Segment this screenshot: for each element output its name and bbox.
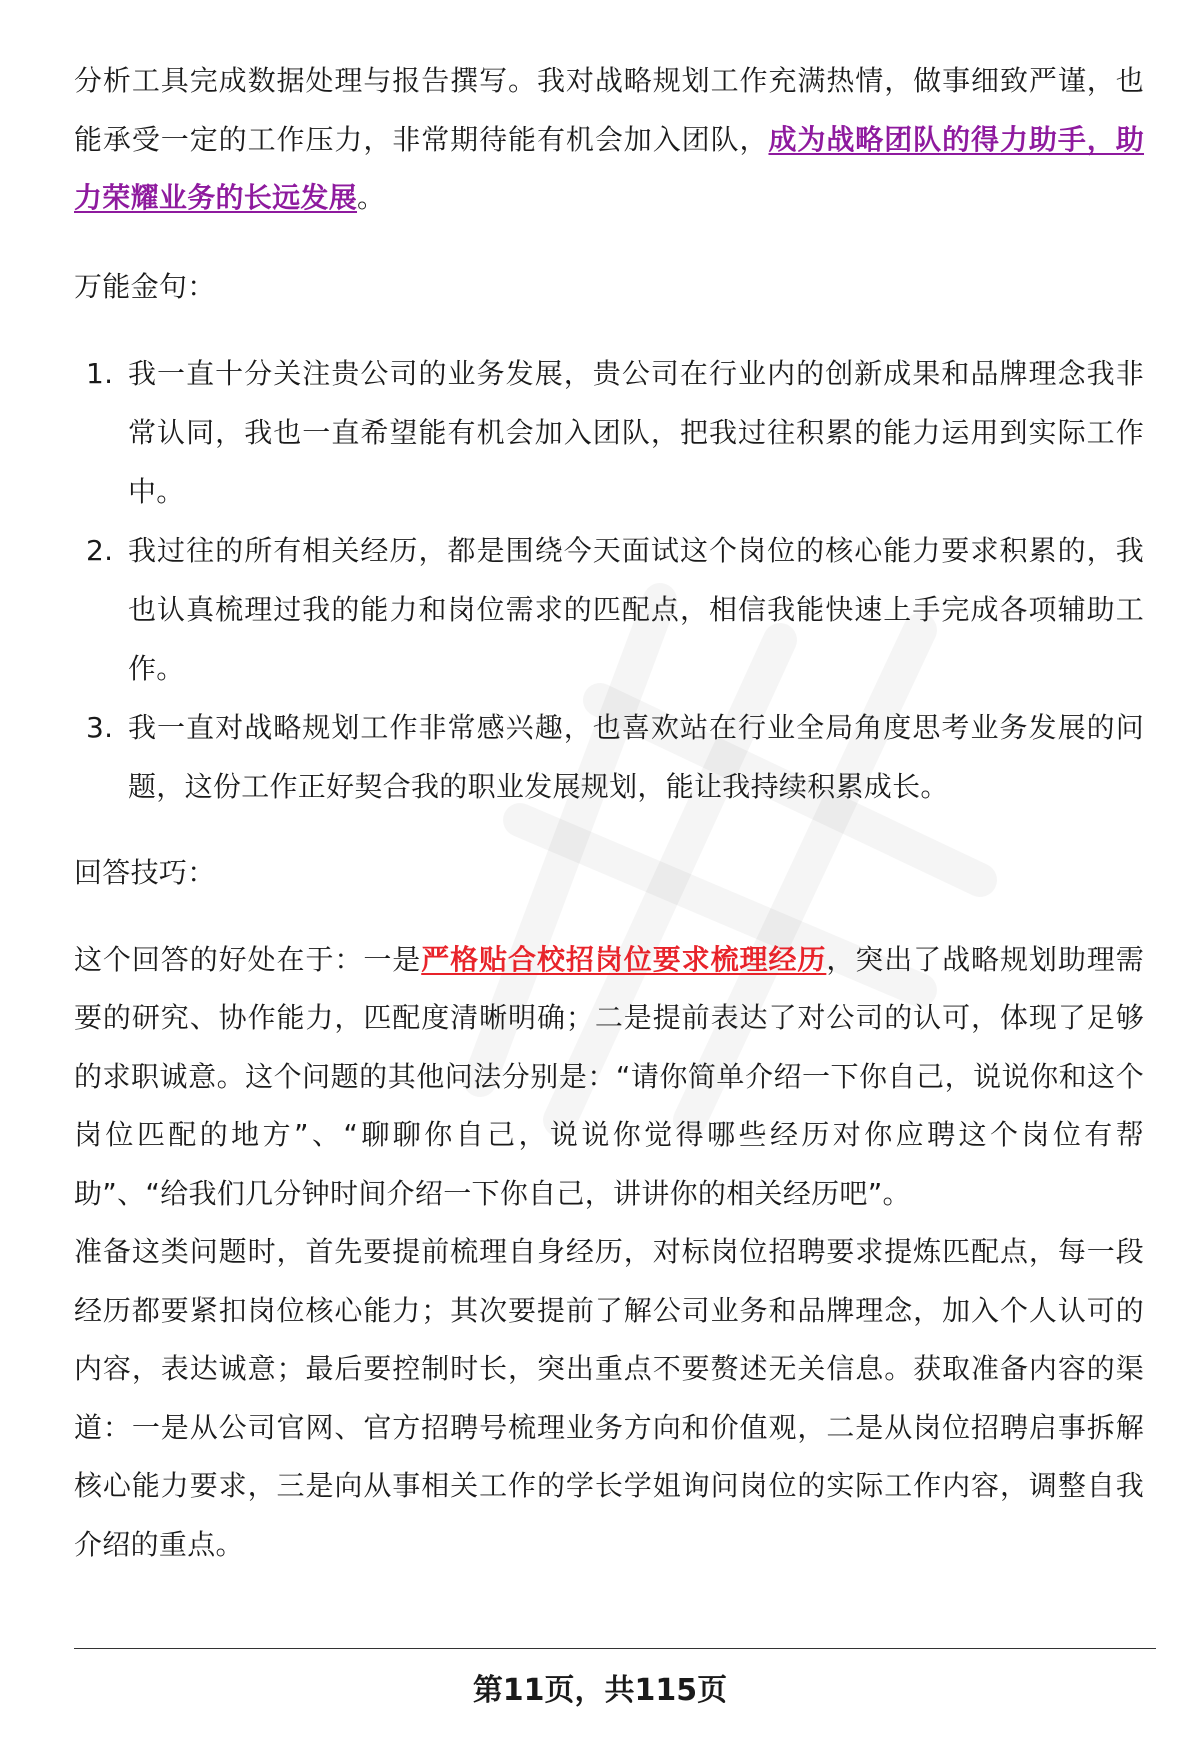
list-item-number: 2. xyxy=(86,534,114,567)
tips-text-after: ，突出了战略规划助理需要的研究、协作能力，匹配度清晰明确；二是提前表达了对公司的认可，体现了足够的求职诚意。这个问题的其他问法分别是：“请你简单介绍一下你自己，说说你和这个岗位匹配的地方”、“聊聊你自己，说说你觉得哪些经历对你应聘这个岗位有帮助”、“给我们几分钟时间介绍一下你自己，讲讲你的相关经历吧”。 xyxy=(74,942,1144,1210)
list-item-number: 1. xyxy=(86,357,114,390)
document-body xyxy=(74,52,1144,1574)
intro-highlight: 成为战略团队的得力助手，助力荣耀业务的长远发展 xyxy=(74,122,1145,214)
tips-text-before: 这个回答的好处在于：一是 xyxy=(74,942,422,976)
list-item-text: 我过往的所有相关经历，都是围绕今天面试这个岗位的核心能力要求积累的，我也认真梳理过我的能力和岗位需求的匹配点，相信我能快速上手完成各项辅助工作。 xyxy=(128,534,1144,685)
intro-text-after: 。 xyxy=(357,181,386,214)
tips-heading: 回答技巧： xyxy=(74,856,216,889)
list-item-text: 我一直十分关注贵公司的业务发展，贵公司在行业内的创新成果和品牌理念我非常认同，我也一直希望能有机会加入团队，把我过往积累的能力运用到实际工作中。 xyxy=(128,357,1144,508)
list-item-number: 3. xyxy=(86,711,114,744)
golden-sentences-list xyxy=(74,344,1144,816)
tips-highlight: 严格贴合校招岗位要求梳理经历 xyxy=(421,942,827,976)
footer-divider xyxy=(74,1648,1156,1649)
list-item xyxy=(74,521,1144,698)
list-item xyxy=(74,344,1144,521)
intro-text-before: 分析工具完成数据处理与报告撰写。我对战略规划工作充满热情，做事细致严谨，也能承受一定的工作压力，非常期待能有机会加入团队， xyxy=(74,64,1144,156)
golden-sentences-heading: 万能金句： xyxy=(74,269,216,303)
list-item xyxy=(74,698,1144,816)
page-number: 第11页，共115页 xyxy=(472,1673,728,1708)
tips-paragraph-2: 准备这类问题时，首先要提前梳理自身经历，对标岗位招聘要求提炼匹配点，每一段经历都要紧扣岗位核心能力；其次要提前了解公司业务和品牌理念，加入个人认可的内容，表达诚意；最后要控制时长，突出重点不要赘述无关信息。获取准备内容的渠道：一是从公司官网、官方招聘号梳理业务方向和价值观，二是从岗位招聘启事拆解核心能力要求，三是向从事相关工作的学长学姐询问岗位的实际工作内容，调整自我介绍的重点。 xyxy=(74,1235,1144,1561)
intro-paragraph xyxy=(74,52,1144,228)
list-item-text: 我一直对战略规划工作非常感兴趣，也喜欢站在行业全局角度思考业务发展的问题，这份工作正好契合我的职业发展规划，能让我持续积累成长。 xyxy=(128,711,1144,803)
tips-paragraph-1 xyxy=(74,931,1144,1224)
